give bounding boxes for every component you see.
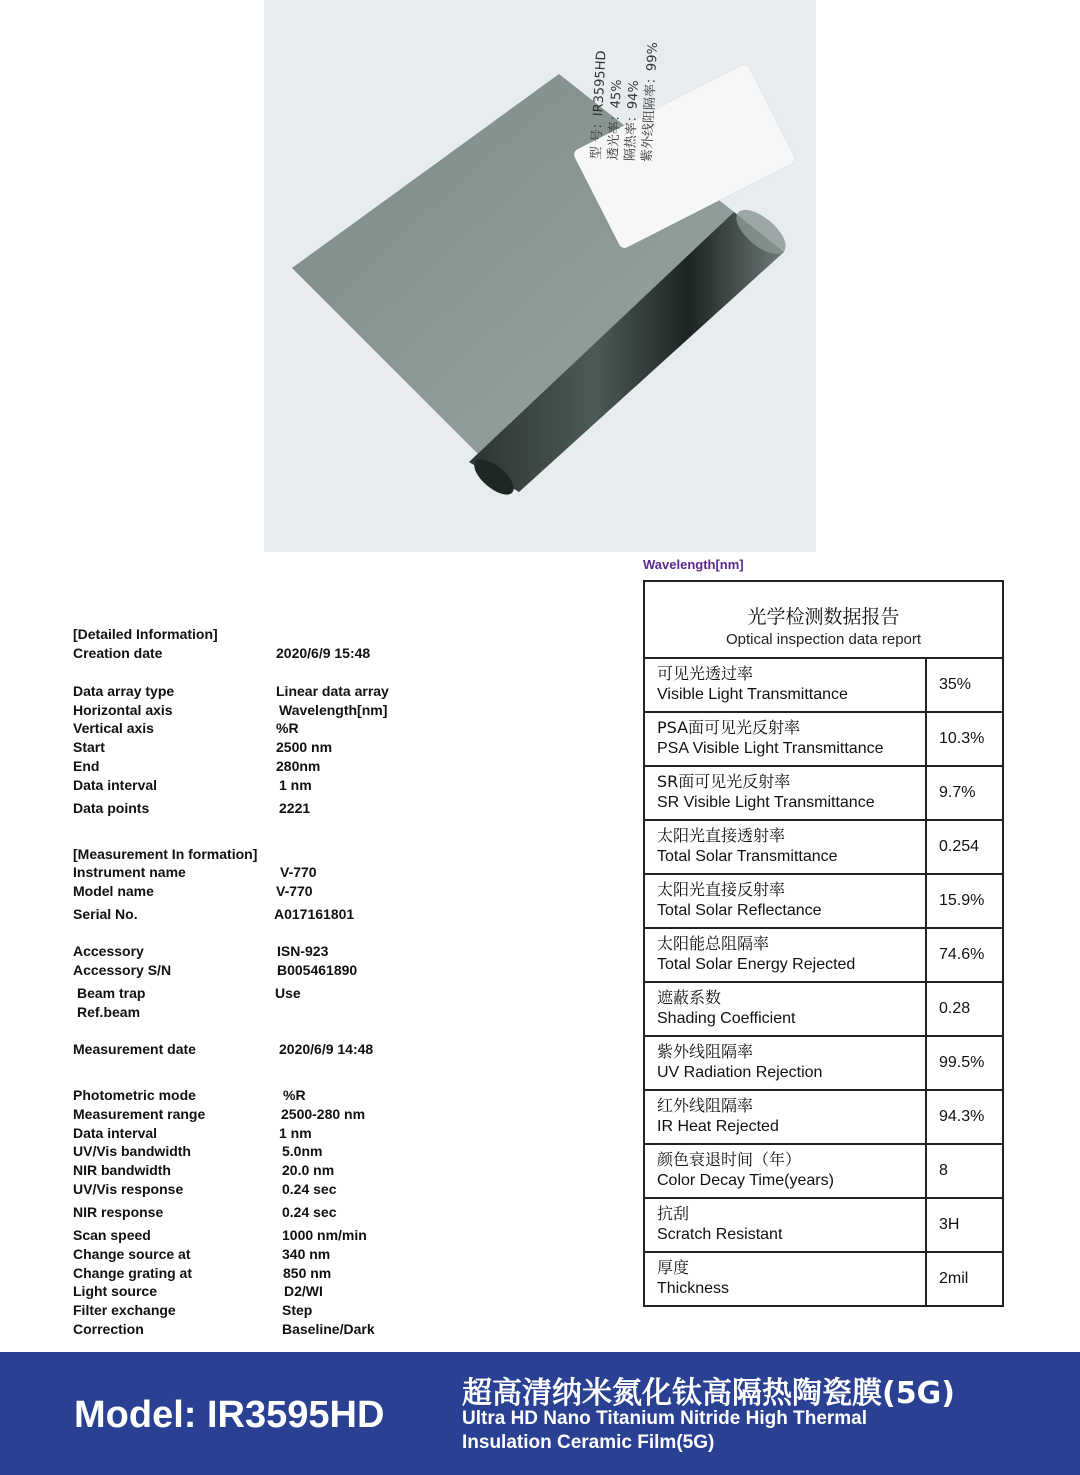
row-value: 74.6% (939, 946, 985, 963)
row-value: 9.7% (939, 784, 976, 801)
detail-key: Instrument name (73, 864, 186, 880)
report-title-zh: 光学检测数据报告 (747, 606, 900, 628)
product-name-zh: 超高清纳米氮化钛高隔热陶瓷膜(5G) (462, 1376, 955, 1411)
detail-key: NIR bandwidth (73, 1162, 171, 1178)
detail-value: Use (275, 985, 301, 1001)
sticker-line: 隔热率：94% (622, 79, 643, 162)
row-value: 15.9% (939, 892, 985, 909)
row-label-zh: 颜色衰退时间（年） (657, 1150, 802, 1169)
row-label-zh: 抗刮 (657, 1204, 690, 1223)
row-label-zh: 紫外线阻隔率 (657, 1042, 754, 1061)
sticker-line: 型 号：IR3595HD (588, 50, 610, 160)
row-label-en: Total Solar Reflectance (657, 902, 822, 919)
row-value: 2mil (939, 1270, 969, 1287)
table-row (645, 983, 1002, 1037)
detail-key: UV/Vis bandwidth (73, 1143, 191, 1159)
table-row (645, 1037, 1002, 1091)
detail-key: Beam trap (77, 985, 146, 1001)
row-label-zh: 厚度 (657, 1258, 690, 1277)
row-value: 3H (939, 1216, 960, 1233)
row-label-en: Total Solar Energy Rejected (657, 956, 856, 973)
detail-key: Accessory S/N (73, 962, 172, 978)
row-label-en: Thickness (657, 1280, 730, 1297)
detail-key: Vertical axis (73, 720, 154, 736)
detail-value: V-770 (280, 864, 317, 880)
detail-key: Change grating at (73, 1265, 193, 1281)
detail-key: [Detailed Information] (73, 626, 218, 642)
detail-value: 5.0nm (282, 1143, 323, 1159)
row-label-zh: 遮蔽系数 (657, 988, 722, 1007)
detail-value: Wavelength[nm] (279, 702, 388, 718)
row-label-zh: SR面可见光反射率 (657, 772, 791, 791)
detail-value: 2500-280 nm (281, 1106, 366, 1122)
row-label-zh: PSA面可见光反射率 (657, 718, 801, 737)
table-row (645, 929, 1002, 983)
row-label-en: IR Heat Rejected (657, 1118, 779, 1135)
detail-value: 1000 nm/min (282, 1227, 367, 1243)
optical-report-table (643, 580, 1004, 1307)
table-row (645, 875, 1002, 929)
sticker-line: 紫外线阻隔率：99% (639, 41, 662, 163)
detail-key: Model name (73, 883, 154, 899)
product-name-en-line1: Ultra HD Nano Titanium Nitride High Thermal (462, 1408, 868, 1429)
product-photo (264, 0, 816, 552)
detail-value: %R (276, 720, 299, 736)
row-label-en: UV Radiation Rejection (657, 1064, 823, 1081)
detail-key: UV/Vis response (73, 1181, 184, 1197)
wavelength-caption: Wavelength[nm] (643, 557, 744, 572)
table-row (645, 713, 1002, 767)
row-value: 94.3% (939, 1108, 985, 1125)
row-label-zh: 可见光透过率 (657, 664, 754, 683)
detail-value: 2020/6/9 14:48 (279, 1041, 374, 1057)
table-row (645, 1145, 1002, 1199)
row-label-en: SR Visible Light Transmittance (657, 794, 875, 811)
detail-value: Baseline/Dark (282, 1321, 375, 1337)
product-name-en-line2: Insulation Ceramic Film(5G) (462, 1432, 715, 1453)
detail-value: ISN-923 (277, 943, 329, 959)
detail-value: 2500 nm (276, 739, 333, 755)
row-label-en: Shading Coefficient (657, 1010, 796, 1027)
detail-value: 20.0 nm (282, 1162, 335, 1178)
detail-value: Linear data array (276, 683, 389, 699)
detail-key: Data interval (73, 1125, 158, 1141)
detail-key: Change source at (73, 1246, 191, 1262)
table-row (645, 1091, 1002, 1145)
detail-value: Step (282, 1302, 313, 1318)
detail-value: A017161801 (274, 906, 355, 922)
row-label-zh: 太阳能总阻隔率 (657, 934, 770, 953)
row-label-en: Visible Light Transmittance (657, 686, 848, 703)
detail-value: 0.24 sec (282, 1204, 337, 1220)
detail-value: 340 nm (282, 1246, 331, 1262)
table-row (645, 659, 1002, 713)
report-header (645, 582, 1002, 659)
detail-key: Serial No. (73, 906, 138, 922)
detail-key: End (73, 758, 100, 774)
detail-key: Data interval (73, 777, 158, 793)
row-label-en: Total Solar Transmittance (657, 848, 838, 865)
row-value: 99.5% (939, 1054, 985, 1071)
row-label-en: Color Decay Time(years) (657, 1172, 834, 1189)
detail-key: Data array type (73, 683, 175, 699)
detail-key: Correction (73, 1321, 144, 1337)
detail-value: 1 nm (279, 777, 312, 793)
table-row (645, 1199, 1002, 1253)
detail-key: Photometric mode (73, 1087, 196, 1103)
row-label-zh: 红外线阻隔率 (657, 1096, 754, 1115)
detail-key: NIR response (73, 1204, 164, 1220)
model-banner (0, 1352, 1080, 1475)
row-value: 0.254 (939, 838, 980, 855)
table-row (645, 1253, 1002, 1305)
detail-value: D2/WI (284, 1283, 323, 1299)
detail-value: 2020/6/9 15:48 (276, 645, 371, 661)
detail-key: Measurement range (73, 1106, 206, 1122)
detail-key: Creation date (73, 645, 163, 661)
detail-value: 0.24 sec (282, 1181, 337, 1197)
detail-key: Horizontal axis (73, 702, 173, 718)
detail-key: [Measurement In formation] (73, 846, 258, 862)
model-title: Model: IR3595HD (74, 1394, 385, 1436)
detail-key: Start (73, 739, 105, 755)
row-label-en: PSA Visible Light Transmittance (657, 740, 884, 757)
detail-key: Light source (73, 1283, 158, 1299)
detail-value: 1 nm (279, 1125, 312, 1141)
row-value: 8 (939, 1162, 948, 1179)
table-row (645, 767, 1002, 821)
row-value: 0.28 (939, 1000, 971, 1017)
detail-key: Measurement date (73, 1041, 196, 1057)
detail-value: 850 nm (283, 1265, 332, 1281)
row-value: 10.3% (939, 730, 985, 747)
row-label-en: Scratch Resistant (657, 1226, 783, 1243)
row-value: 35% (939, 676, 972, 693)
detail-key: Filter exchange (73, 1302, 176, 1318)
detail-key: Accessory (73, 943, 144, 959)
row-label-zh: 太阳光直接反射率 (657, 880, 786, 899)
row-label-zh: 太阳光直接透射率 (657, 826, 786, 845)
detail-key: Ref.beam (77, 1004, 141, 1020)
table-row (645, 821, 1002, 875)
detail-value: V-770 (276, 883, 313, 899)
detail-key: Scan speed (73, 1227, 151, 1243)
report-title-en: Optical inspection data report (725, 631, 922, 648)
detail-value: B005461890 (277, 962, 358, 978)
detail-value: 2221 (279, 800, 311, 816)
detail-value: %R (283, 1087, 306, 1103)
sticker-line: 透光率：45% (605, 79, 626, 161)
detail-key: Data points (73, 800, 150, 816)
detail-value: 280nm (276, 758, 321, 774)
